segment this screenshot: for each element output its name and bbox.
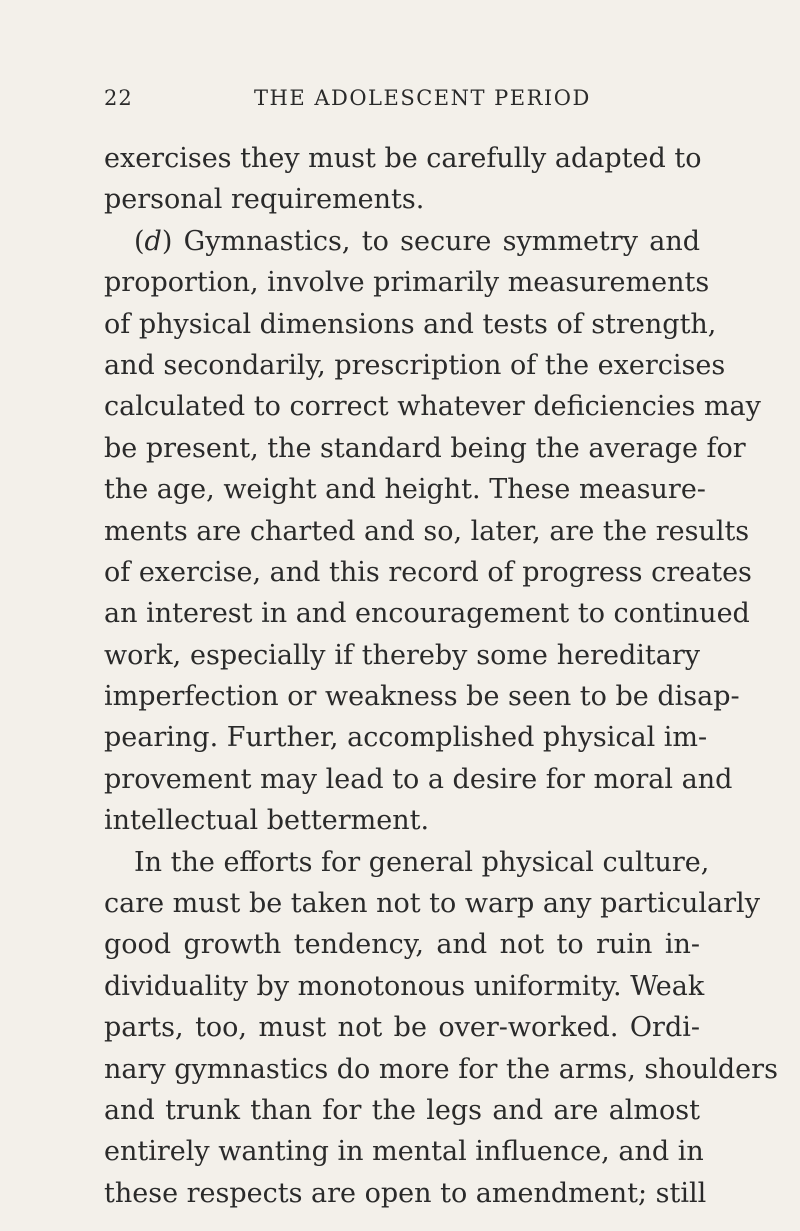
text-line: entirely wanting in mental influence, and in (104, 1136, 704, 1168)
text-line: proportion, involve primarily measurements (104, 267, 710, 299)
text-line: these respects are open to amendment; still (104, 1177, 707, 1209)
text-line: ments are charted and so, later, are the results (104, 515, 750, 547)
text-line: personal requirements. (104, 184, 425, 216)
text-line: parts, too, must not be over-worked. Ordi- (104, 1012, 700, 1044)
text-line: nary gymnastics do more for the arms, shoulders (104, 1053, 778, 1085)
text-line: pearing. Further, accomplished physical im- (104, 722, 708, 754)
text-line: imperfection or weakness be seen to be disap- (104, 681, 740, 713)
text-line: (d) Gymnastics, to secure symmetry and (134, 225, 700, 257)
text-line: be present, the standard being the average for (104, 432, 746, 464)
text-line: exercises they must be carefully adapted to (104, 143, 702, 174)
text-line: of physical dimensions and tests of strength, (104, 308, 717, 340)
page-header (104, 86, 696, 116)
text-line: of exercise, and this record of progress creates (104, 556, 752, 588)
text-line: good growth tendency, and not to ruin in- (104, 929, 700, 961)
text-line: intellectual betterment. (104, 805, 430, 837)
text-line: In the efforts for general physical culture, (134, 846, 710, 878)
text-line: and secondarily, prescription of the exercises (104, 349, 726, 381)
text-line: an interest in and encouragement to continued (104, 598, 750, 630)
text-line: and trunk than for the legs and are almost (104, 1094, 700, 1126)
text-line: dividuality by monotonous uniformity. Weak (104, 970, 705, 1002)
text-line: the age, weight and height. These measure- (104, 474, 706, 506)
text-line: calculated to correct whatever deficiencies may (104, 391, 761, 423)
text-line: provement may lead to a desire for moral and (104, 763, 733, 795)
page-number: 22 (104, 86, 133, 110)
text-line: work, especially if thereby some hereditary (104, 639, 700, 671)
running-head: THE ADOLESCENT PERIOD (254, 86, 591, 110)
text-line: care must be taken not to warp any particularly (104, 888, 760, 920)
body-text (104, 138, 778, 1214)
